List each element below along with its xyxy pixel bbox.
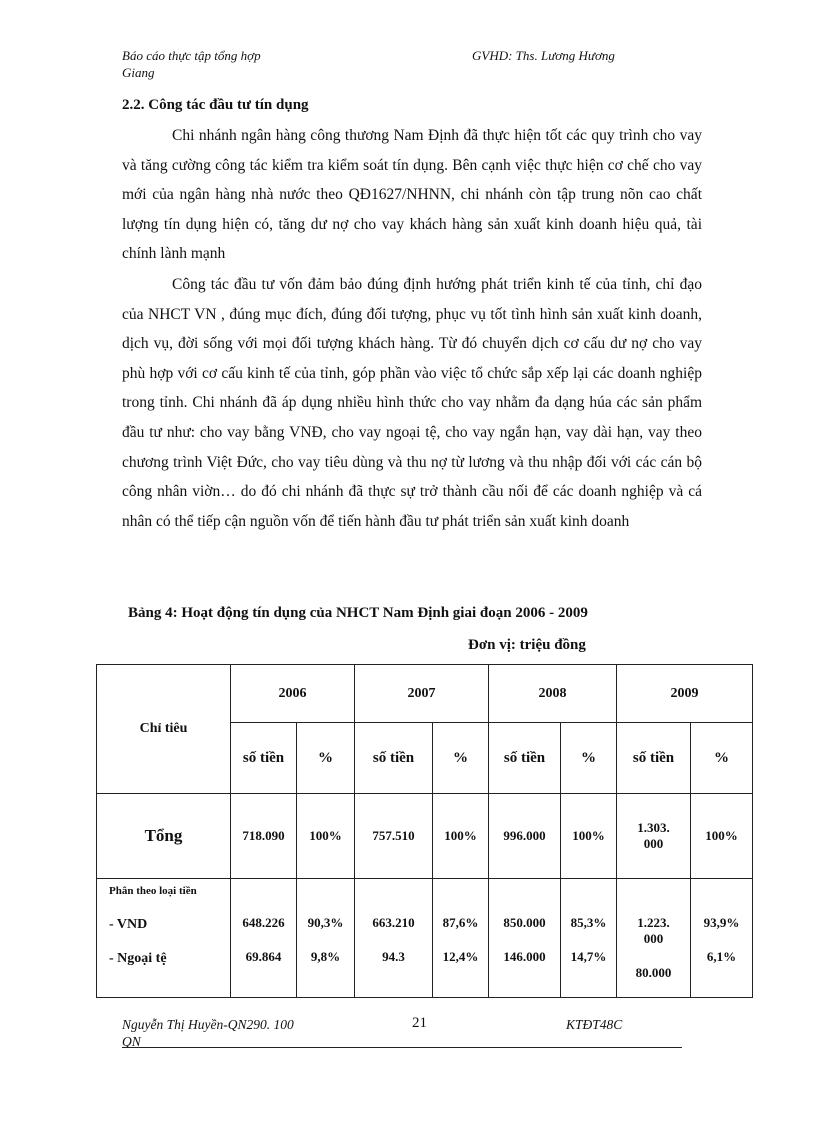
ngt-pct-2009: 6,1% [706, 949, 737, 964]
table-row-total [97, 794, 753, 879]
ngt-amount-2009: 80.000 [635, 965, 672, 980]
sub-amount: số tiền [489, 723, 561, 794]
vnd-amount-2007: 663.210 [372, 915, 415, 930]
vnd-pct-2007: 87,6% [442, 915, 479, 930]
total-amount-2008: 996.000 [489, 794, 561, 879]
total-amount-2006: 718.090 [231, 794, 297, 879]
group-2009-pct [691, 879, 753, 998]
table-row-currency-group [97, 879, 753, 998]
year-2006: 2006 [231, 665, 355, 723]
footer-class-code: KTĐT48C [566, 1017, 623, 1032]
paragraph-2: Công tác đầu tư vốn đảm bảo đúng định hướng phát triển kinh tế của tỉnh, chỉ đạo của NHCT VN , đúng mục đích, đúng đối tượng, phục vụ tốt tình hình sản xuất kinh doanh, dịch vụ, đời sống với mọi đối tượng khách hàng. Từ đó chuyển dịch cơ cấu dư nợ cho vay phù hợp với cơ cấu kinh tế của tỉnh, góp phần vào việc tổ chức sắp xếp lại các doanh nghiệp trong tỉnh. Chi nhánh đã áp dụng nhiều hình thức cho vay nhằm đa dạng húa các sản phẩm đầu tư như: cho vay bằng VNĐ, cho vay ngoại tệ, cho vay ngắn hạn, vay dài hạn, vay theo chương trình Việt Đức, cho vay tiêu dùng và thu nợ từ lương và thu nhập đối với các cán bộ công nhân viờn… do đó chi nhánh đã thực sự trở thành cầu nối để các doanh nghiệp và cá nhân có thể tiếp cận nguồn vốn để tiến hành đầu tư phát triển sản xuất kinh doanh [122, 276, 702, 530]
table-year-row [97, 665, 753, 723]
total-pct-2009: 100% [691, 794, 753, 879]
group-2009-amount [617, 879, 691, 998]
sub-pct: % [691, 723, 753, 794]
year-2009: 2009 [617, 665, 753, 723]
footer-divider [122, 1047, 682, 1048]
group-2008-amount [489, 879, 561, 998]
group-2006-pct [297, 879, 355, 998]
ngt-amount-2006: 69.864 [245, 949, 282, 964]
group-2006-amount [231, 879, 297, 998]
table-unit: Đơn vị: triệu đồng [468, 637, 586, 653]
sub-pct: % [297, 723, 355, 794]
header-left [122, 47, 322, 81]
page-number: 21 [412, 1015, 427, 1031]
ngt-amount-2007: 94.3 [382, 949, 405, 964]
year-2008: 2008 [489, 665, 617, 723]
total-pct-2006: 100% [297, 794, 355, 879]
group-2007-amount [355, 879, 433, 998]
credit-activity-table [96, 664, 753, 998]
header-supervisor: GVHD: Ths. Lương Hương [472, 48, 615, 63]
group-2007-pct [433, 879, 489, 998]
sub-pct: % [433, 723, 489, 794]
header-report-title-cont: Giang [122, 65, 155, 80]
total-pct-2008: 100% [561, 794, 617, 879]
sub-amount: số tiền [617, 723, 691, 794]
header-report-title: Báo cáo thực tập tổng hợp [122, 48, 261, 63]
sub-pct: % [561, 723, 617, 794]
year-2007: 2007 [355, 665, 489, 723]
vnd-amount-2006: 648.226 [242, 915, 285, 930]
ngt-pct-2006: 9,8% [310, 949, 341, 964]
foreign-currency-label: - Ngoại tệ [109, 951, 167, 966]
ngt-amount-2008: 146.000 [503, 949, 546, 964]
ngt-pct-2008: 14,7% [570, 949, 607, 964]
ngt-pct-2007: 12,4% [442, 949, 479, 964]
section-heading: 2.2. Công tác đầu tư tín dụng [122, 97, 309, 113]
vnd-amount-2008: 850.000 [503, 915, 546, 930]
vnd-pct-2009: 93,9% [703, 915, 740, 930]
sub-amount: số tiền [231, 723, 297, 794]
footer-author-line1: Nguyễn Thị Huyền-QN290. 100 [122, 1017, 294, 1032]
group-title: Phân theo loại tiền [109, 885, 197, 897]
vnd-label: - VND [109, 917, 148, 932]
group-2008-pct [561, 879, 617, 998]
total-amount-2009: 1.303. 000 [617, 794, 691, 879]
total-pct-2007: 100% [433, 794, 489, 879]
paragraph-1: Chi nhánh ngân hàng công thương Nam Định đã thực hiện tốt các quy trình cho vay và tăng cường công tác kiểm tra kiểm soát tín dụng. Bên cạnh việc thực hiện cơ chế cho vay mới của ngân hàng nhà nước theo QĐ1627/NHNN, chi nhánh còn tập trung nõn cao chất lượng tín dụng hiện có, tăng dư nợ cho vay khách hàng sản xuất kinh doanh hiệu quả, tài chính lành mạnh [122, 127, 702, 263]
total-label: Tổng [97, 794, 231, 879]
vnd-pct-2008: 85,3% [570, 915, 607, 930]
row-header-cell: Chỉ tiêu [97, 665, 231, 794]
footer-author [122, 1016, 332, 1050]
currency-group-label-cell [97, 879, 231, 998]
table-caption: Bảng 4: Hoạt động tín dụng của NHCT Nam Định giai đoạn 2006 - 2009 [128, 605, 588, 621]
sub-amount: số tiền [355, 723, 433, 794]
vnd-pct-2006: 90,3% [307, 915, 344, 930]
total-amount-2007: 757.510 [355, 794, 433, 879]
footer-author-line2: QN [122, 1034, 141, 1049]
vnd-amount-2009: 1.223. 000 [637, 915, 670, 946]
